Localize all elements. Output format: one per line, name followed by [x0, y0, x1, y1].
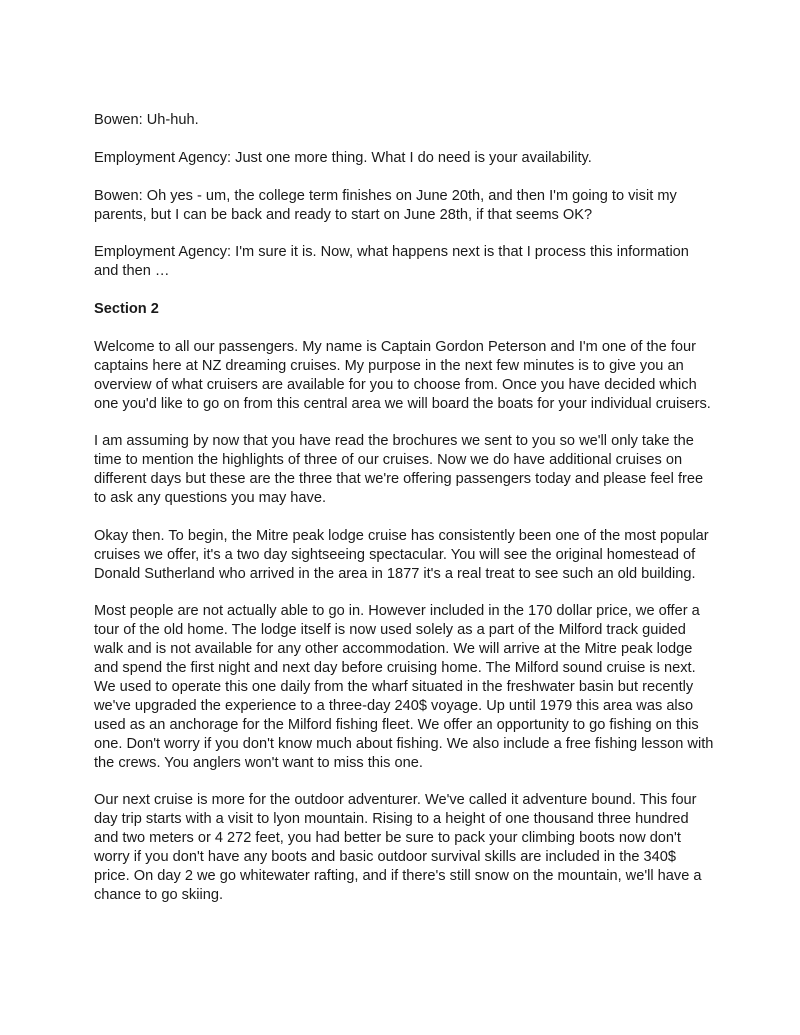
dialogue-line-bowen-uh-huh: Bowen: Uh-huh. — [94, 112, 199, 128]
section-heading: Section 2 — [94, 301, 159, 317]
document-body — [94, 111, 714, 924]
section-paragraph-milford-sound: Most people are not actually able to go in. However included in the 170 dollar price, we offer a tour of the old home. The lodge itself is now used solely as a part of the Milford track guided walk and is not available for any other accommodation. We will arrive at the Mitre peak lodge and spend the first night and next day before cruising home. The Milford sound cruise is next. We used to operate this one daily from the wharf situated in the freshwater basin but recently we've upgraded the experience to a three-day 240$ voyage. Up until 1979 this area was also used as an anchorage for the Milford fishing fleet. We offer an opportunity to go fishing on this one. Don't worry if you don't know much about fishing. We also include a free fishing lesson with the crews. You anglers won't want to miss this one. — [94, 603, 714, 771]
section-paragraph-mitre-peak: Okay then. To begin, the Mitre peak lodge cruise has consistently been one of the most popular cruises we offer, it's a two day sightseeing spectacular. You will see the original homestead of Donald Sutherland who arrived in the area in 1877 it's a real treat to see such an old building. — [94, 527, 709, 582]
section-paragraph-brochures: I am assuming by now that you have read the brochures we sent to you so we'll only take the time to mention the highlights of three of our cruises. Now we do have additional cruises on different days but these are the three that we're offering passengers today and please feel free to ask any questions you may have. — [94, 433, 704, 507]
dialogue-line-agency-availability: Employment Agency: Just one more thing. What I do need is your availability. — [94, 149, 592, 166]
dialogue-line-bowen-dates: Bowen: Oh yes - um, the college term finishes on June 20th, and then I'm going to visit my parents, but I can be back and ready to start on June 28th, if that seems OK? — [94, 187, 677, 223]
section-paragraph-welcome: Welcome to all our passengers. My name is Captain Gordon Peterson and I'm one of the four captains here at NZ dreaming cruises. My purpose in the next few minutes is to give you an overview of what cruisers are available for you to choose from. Once you have decided which one you'd like to go on from this central area we will board the boats for your individual cruisers. — [94, 338, 711, 412]
dialogue-line-agency-process: Employment Agency: I'm sure it is. Now, what happens next is that I process this information and then … — [94, 244, 689, 280]
section-paragraph-adventure-bound: Our next cruise is more for the outdoor adventurer. We've called it adventure bound. This four day trip starts with a visit to lyon mountain. Rising to a height of one thousand three hundred and two meters or 4 272 feet, you had better be sure to pack your climbing boots now don't worry if you don't have any boots and basic outdoor survival skills are included in the 340$ price. On day 2 we go whitewater rafting, and if there's still snow on the mountain, we'll have a chance to go skiing. — [94, 792, 702, 904]
